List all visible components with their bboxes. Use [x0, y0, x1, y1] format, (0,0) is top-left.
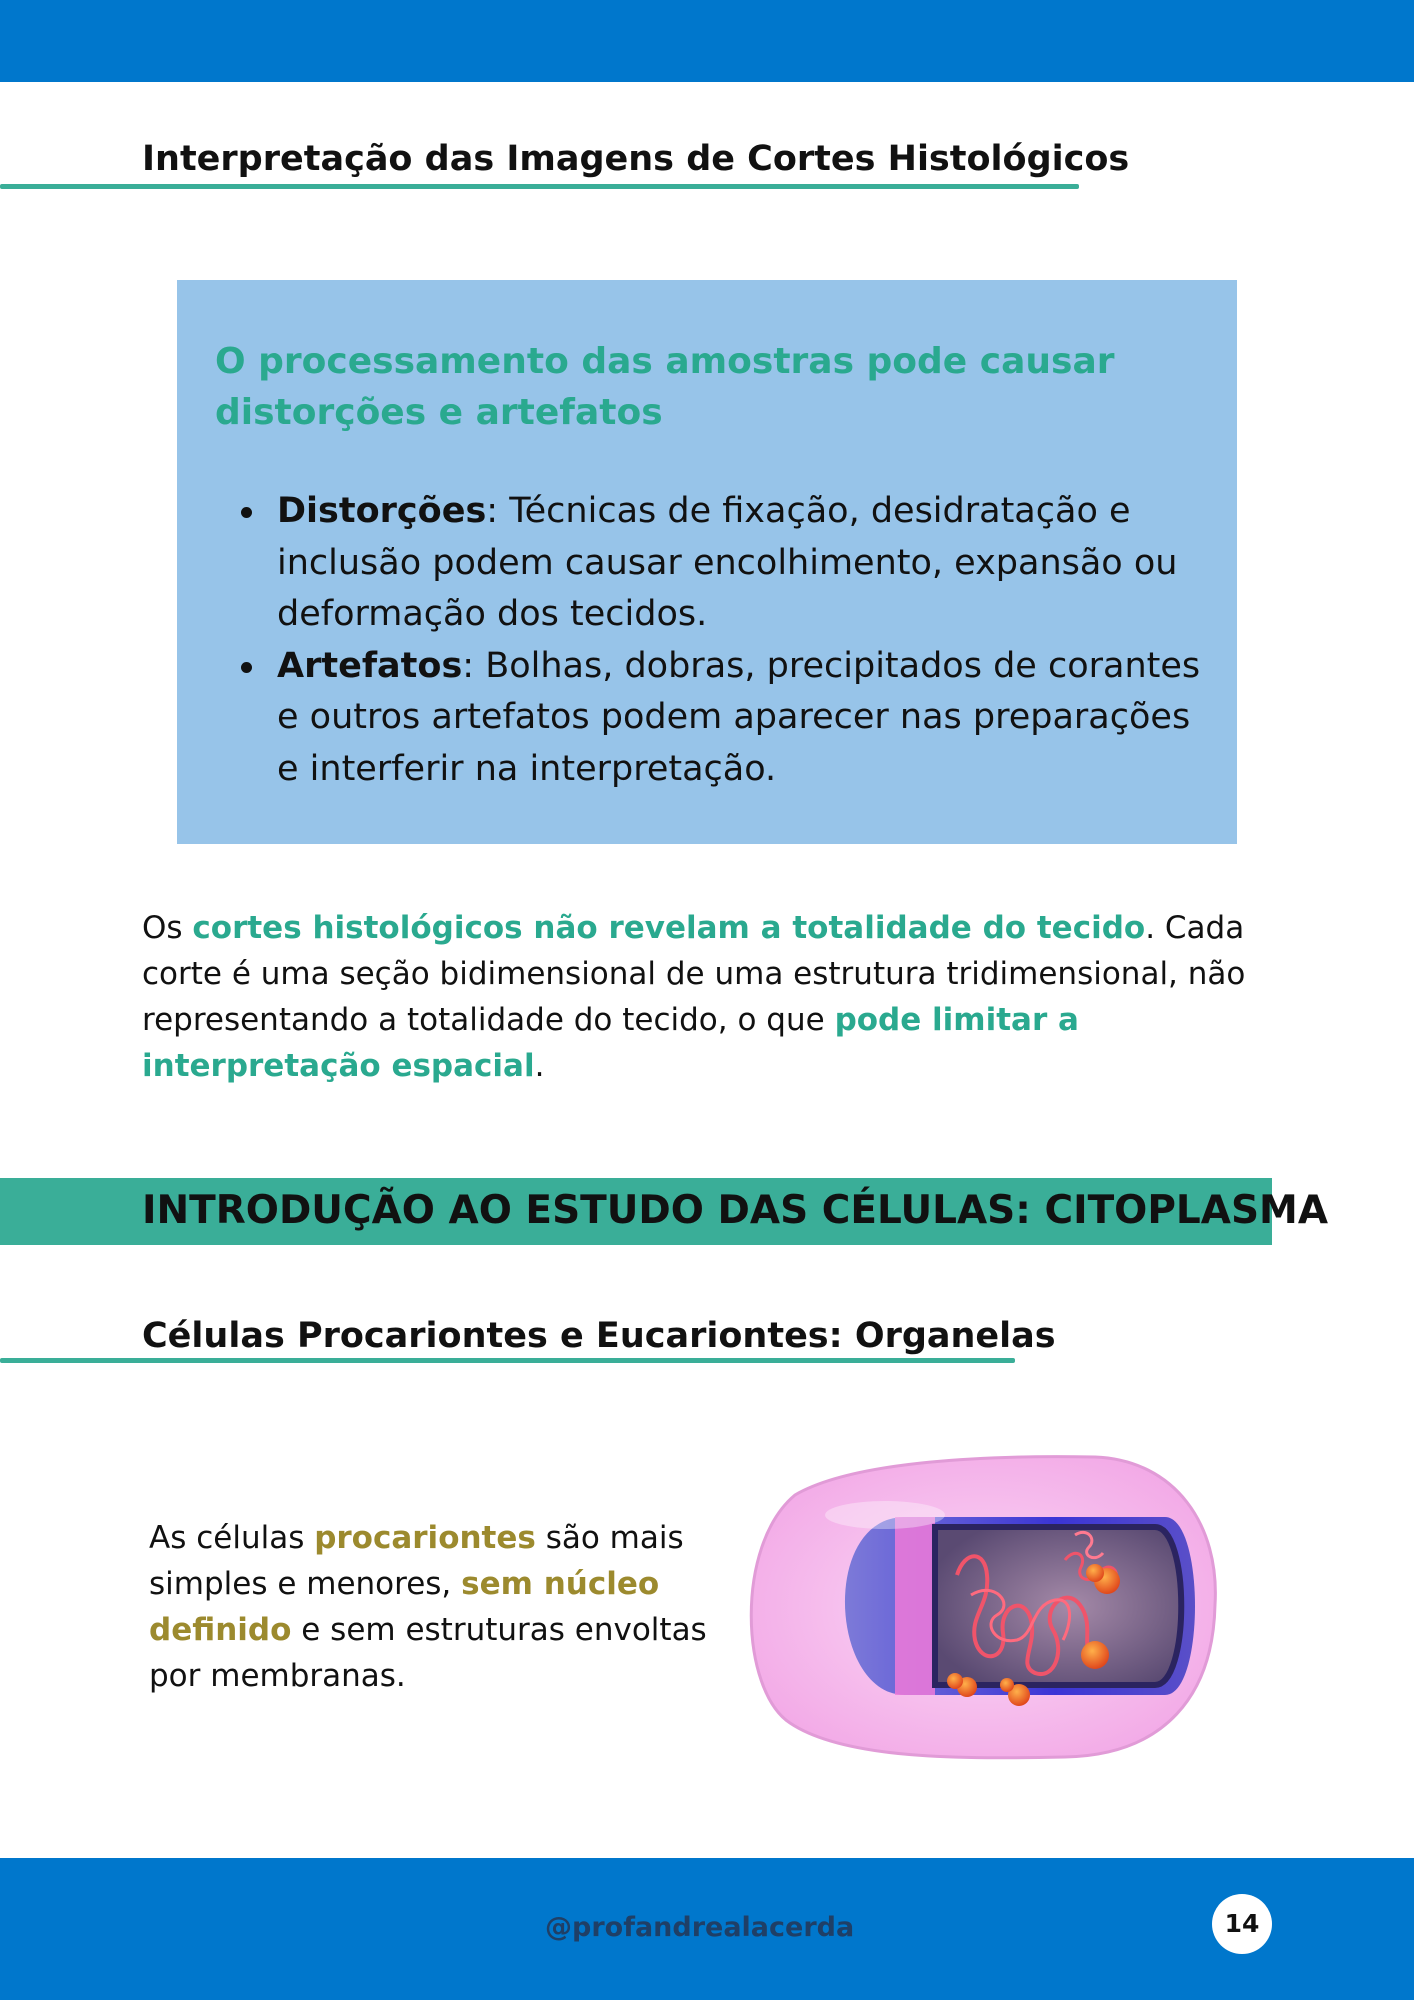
text-span: são mais simples e menores, [149, 1520, 684, 1602]
paragraph-histological-sections [142, 905, 1282, 1089]
prokaryotic-cell-illustration [735, 1455, 1220, 1760]
info-box-title: O processamento das amostras pode causar distorções e artefatos [215, 341, 1115, 433]
text-span: As células [149, 1520, 315, 1556]
highlight-text: pode limitar a interpretação espacial [142, 1002, 1079, 1084]
list-item-term: Artefatos [277, 645, 463, 686]
artifact-list [277, 486, 1202, 795]
top-banner [0, 0, 1414, 82]
footer-handle: @profandrealacerda [545, 1912, 855, 1943]
section-title-cells: INTRODUÇÃO AO ESTUDO DAS CÉLULAS: CITOPLASMA [142, 1188, 1329, 1233]
text-span: . [534, 1048, 545, 1084]
list-item-text: : Técnicas de fixação, desidratação e inclusão podem causar encolhimento, expansão ou deformação dos tecidos. [277, 491, 1178, 634]
heading-underline [0, 184, 1079, 189]
list-item-term: Distorções [277, 491, 487, 531]
heading-underline [0, 1358, 1015, 1363]
list-item-text: : Bolhas, dobras, precipitados de corantes e outros artefatos podem aparecer nas preparações e interferir na interpretação. [277, 645, 1201, 789]
text-span: Os [142, 910, 193, 946]
section-heading-histology: Interpretação das Imagens de Cortes Histológicos [142, 139, 1130, 179]
text-span: . Cada corte é uma seção bidimensional de uma estrutura tridimensional, não representando a totalidade do tecido, o que [142, 910, 1246, 1038]
highlight-text: cortes histológicos não revelam a totalidade do tecido [192, 910, 1146, 946]
text-span: e sem estruturas envoltas por membranas. [149, 1612, 707, 1694]
list-item-distortions [277, 486, 1202, 641]
section-heading-organelles: Células Procariontes e Eucariontes: Organelas [142, 1316, 1056, 1356]
info-box-artifacts [177, 280, 1237, 844]
highlight-text: procariontes [314, 1520, 536, 1556]
page-number-badge: 14 [1212, 1894, 1272, 1954]
highlight-text: sem núcleo definido [149, 1566, 660, 1648]
paragraph-prokaryotes [149, 1515, 719, 1699]
list-item-artifacts [277, 641, 1202, 796]
